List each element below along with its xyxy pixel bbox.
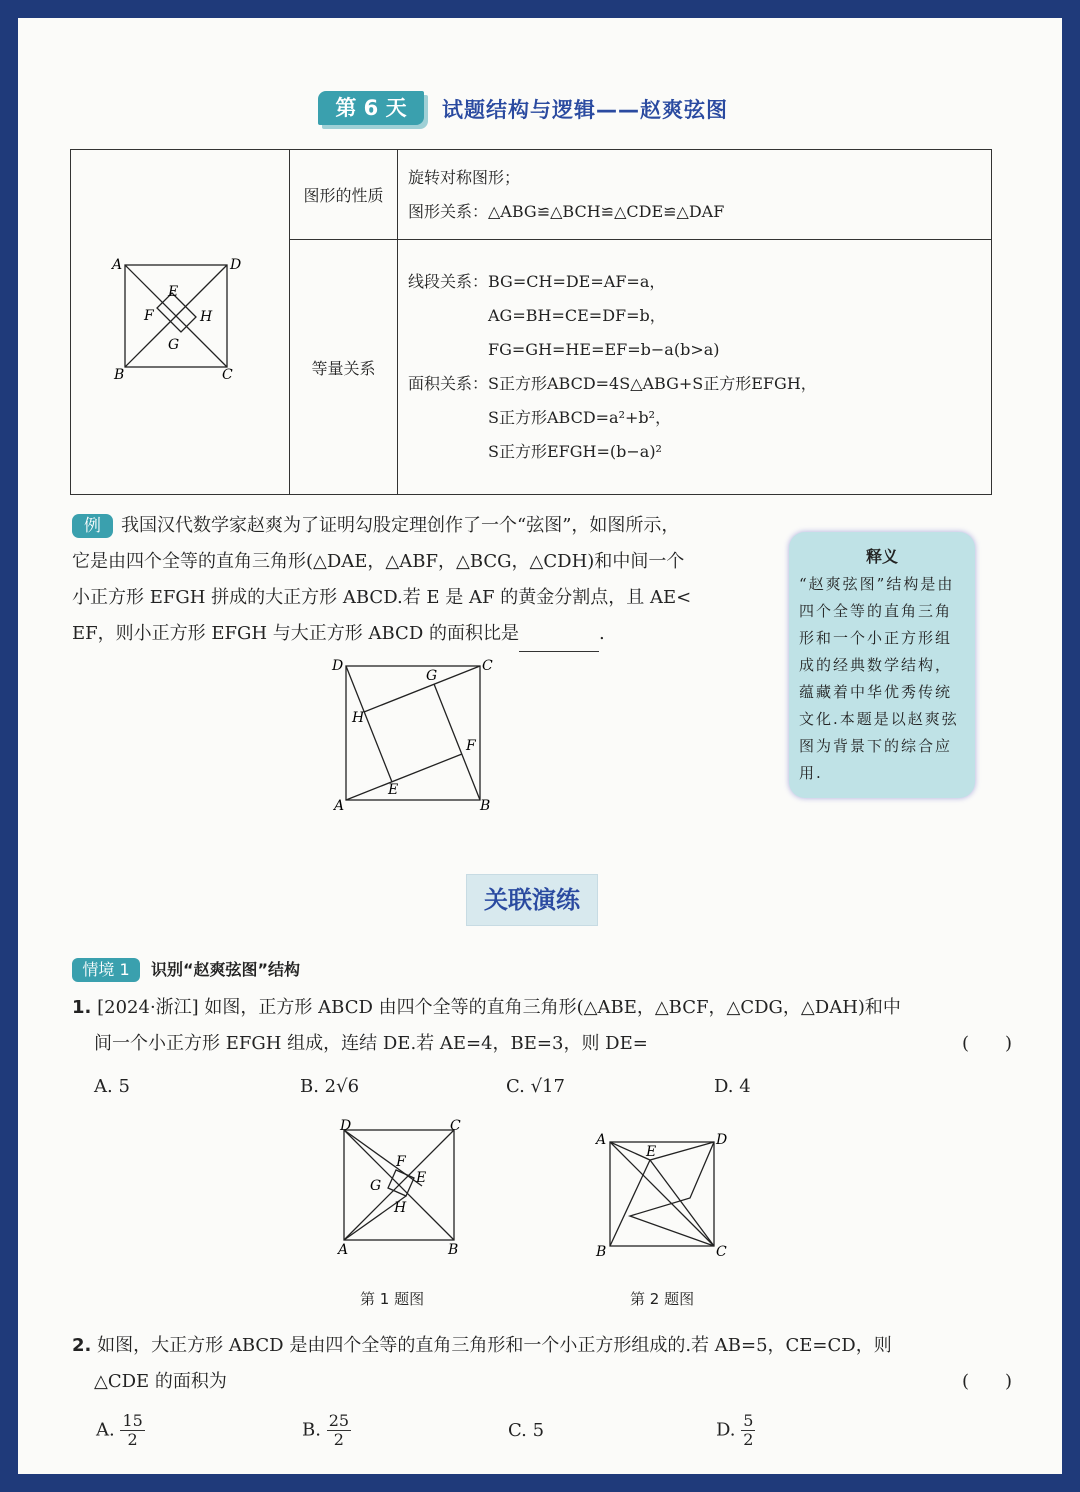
- label-d: D: [340, 1118, 352, 1134]
- category-figure-properties: 图形的性质: [290, 150, 398, 240]
- label-a: A: [338, 1242, 349, 1258]
- label-h: H: [200, 309, 213, 325]
- q2-option-c[interactable]: C. 5: [508, 1420, 545, 1441]
- numerator: 25: [328, 1411, 350, 1430]
- label-b: B: [448, 1242, 459, 1258]
- label-a: A: [596, 1132, 607, 1148]
- option-prefix: B.: [302, 1419, 321, 1441]
- question-number: 2.: [72, 1335, 92, 1356]
- denominator: 2: [333, 1430, 344, 1449]
- fig1-caption: 第 1 题图: [360, 1290, 425, 1308]
- label-c: C: [482, 658, 493, 674]
- label-c: C: [716, 1244, 727, 1258]
- answer-blank[interactable]: [519, 631, 599, 652]
- equal-relations-content: [398, 240, 992, 495]
- answer-paren[interactable]: ( ): [961, 1371, 1012, 1392]
- q2-option-b[interactable]: [302, 1412, 351, 1449]
- q2-figure: [590, 1128, 740, 1258]
- label-b: B: [114, 367, 125, 383]
- relation-line: S正方形ABCD=a²+b²，: [488, 408, 672, 427]
- note-title: 释义: [865, 547, 898, 566]
- label-c: C: [222, 367, 233, 383]
- label-g: G: [370, 1178, 382, 1194]
- label-h: H: [394, 1200, 407, 1216]
- label-c: C: [450, 1118, 461, 1134]
- example-line: 小正方形 EFGH 拼成的大正方形 ABCD.若 E 是 AF 的黄金分割点，且 AE<: [72, 587, 692, 608]
- numerator: 5: [743, 1411, 754, 1430]
- label-g: G: [426, 668, 438, 684]
- label-f: F: [396, 1154, 406, 1170]
- q1-option-c[interactable]: C. √17: [506, 1076, 565, 1097]
- relation-line: S正方形EFGH=(b−a)²: [488, 442, 662, 461]
- label-a: A: [334, 798, 345, 814]
- denominator: 2: [127, 1430, 138, 1449]
- q1-option-b[interactable]: B. 2√6: [300, 1076, 360, 1097]
- fraction: [741, 1412, 755, 1449]
- numerator: 15: [122, 1411, 143, 1430]
- fraction: [327, 1412, 351, 1449]
- label-h: H: [352, 710, 365, 726]
- denominator: 2: [743, 1430, 754, 1449]
- label-b: B: [596, 1244, 607, 1258]
- label-e: E: [416, 1170, 427, 1186]
- relation-line: AG=BH=CE=DF=b，: [488, 306, 666, 325]
- page-title: 试题结构与逻辑——赵爽弦图: [442, 98, 728, 122]
- example-block: [72, 508, 772, 652]
- answer-paren[interactable]: ( ): [961, 1033, 1012, 1054]
- label-e: E: [388, 782, 399, 798]
- page: [18, 18, 1062, 1474]
- option-prefix: A.: [96, 1419, 115, 1441]
- relation-line: FG=GH=HE=EF=b−a(b>a): [488, 340, 720, 359]
- question-line: △CDE 的面积为: [94, 1371, 227, 1392]
- period: .: [598, 623, 605, 644]
- label-e: E: [168, 284, 179, 300]
- q1-figure: [328, 1118, 478, 1263]
- relation-line: 面积关系：S正方形ABCD=4S△ABG+S正方形EFGH，: [408, 374, 817, 393]
- q1-option-a[interactable]: A. 5: [94, 1076, 130, 1097]
- zhao-shuang-figure: [90, 245, 270, 395]
- q2-option-a[interactable]: [96, 1412, 145, 1449]
- label-f: F: [144, 308, 154, 324]
- definition-note: [789, 532, 975, 798]
- q1-option-d[interactable]: D. 4: [714, 1076, 751, 1097]
- scene-title: 识别“赵爽弦图”结构: [151, 960, 301, 979]
- label-d: D: [716, 1132, 728, 1148]
- section-title: 关联演练: [466, 874, 598, 926]
- question-1: [72, 990, 1012, 1062]
- label-b: B: [480, 798, 491, 814]
- question-number: 1.: [72, 997, 92, 1018]
- day-badge: 第 6 天: [318, 91, 424, 125]
- properties-table: [70, 149, 992, 495]
- example-figure: [330, 658, 500, 818]
- option-prefix: D.: [716, 1419, 736, 1441]
- property-line: 旋转对称图形；: [408, 167, 521, 187]
- label-f: F: [466, 738, 476, 754]
- category-equal-relations: 等量关系: [290, 240, 398, 495]
- question-line: 如图，大正方形 ABCD 是由四个全等的直角三角形和一个小正方形组成的.若 AB=5，CE=CD，则: [97, 1335, 892, 1356]
- scene-badge: 情境 1: [72, 958, 140, 982]
- question-2: [72, 1328, 1012, 1400]
- question-line: 间一个小正方形 EFGH 组成，连结 DE.若 AE=4，BE=3，则 DE=: [94, 1033, 648, 1054]
- property-line: 图形关系：△ABG≌△BCH≌△CDE≌△DAF: [408, 201, 725, 221]
- label-d: D: [332, 658, 344, 674]
- label-d: D: [230, 257, 242, 273]
- fraction: [120, 1412, 144, 1449]
- question-line: [2024·浙江] 如图，正方形 ABCD 由四个全等的直角三角形(△ABE，△BCF，△CDG，△DAH)和中: [97, 997, 901, 1018]
- example-badge: 例: [72, 514, 113, 538]
- example-line: 它是由四个全等的直角三角形(△DAE，△ABF，△BCG，△CDH)和中间一个: [72, 551, 685, 572]
- figure-cell: [71, 150, 290, 495]
- fig2-caption: 第 2 题图: [630, 1290, 695, 1308]
- label-g: G: [168, 337, 180, 353]
- label-a: A: [112, 257, 123, 273]
- relation-line: 线段关系：BG=CH=DE=AF=a，: [408, 272, 666, 291]
- q2-option-d[interactable]: [716, 1412, 755, 1449]
- example-line: 我国汉代数学家赵爽为了证明勾股定理创作了一个“弦图”，如图所示，: [121, 515, 680, 536]
- note-body: “赵爽弦图”结构是由四个全等的直角三角形和一个小正方形组成的经典数学结构，蕴藏着中华优秀传统文化.本题是以赵爽弦图为背景下的综合应用.: [799, 575, 959, 782]
- label-e: E: [646, 1144, 657, 1160]
- figure-properties-content: [398, 150, 992, 240]
- example-line: EF，则小正方形 EFGH 与大正方形 ABCD 的面积比是: [72, 623, 519, 644]
